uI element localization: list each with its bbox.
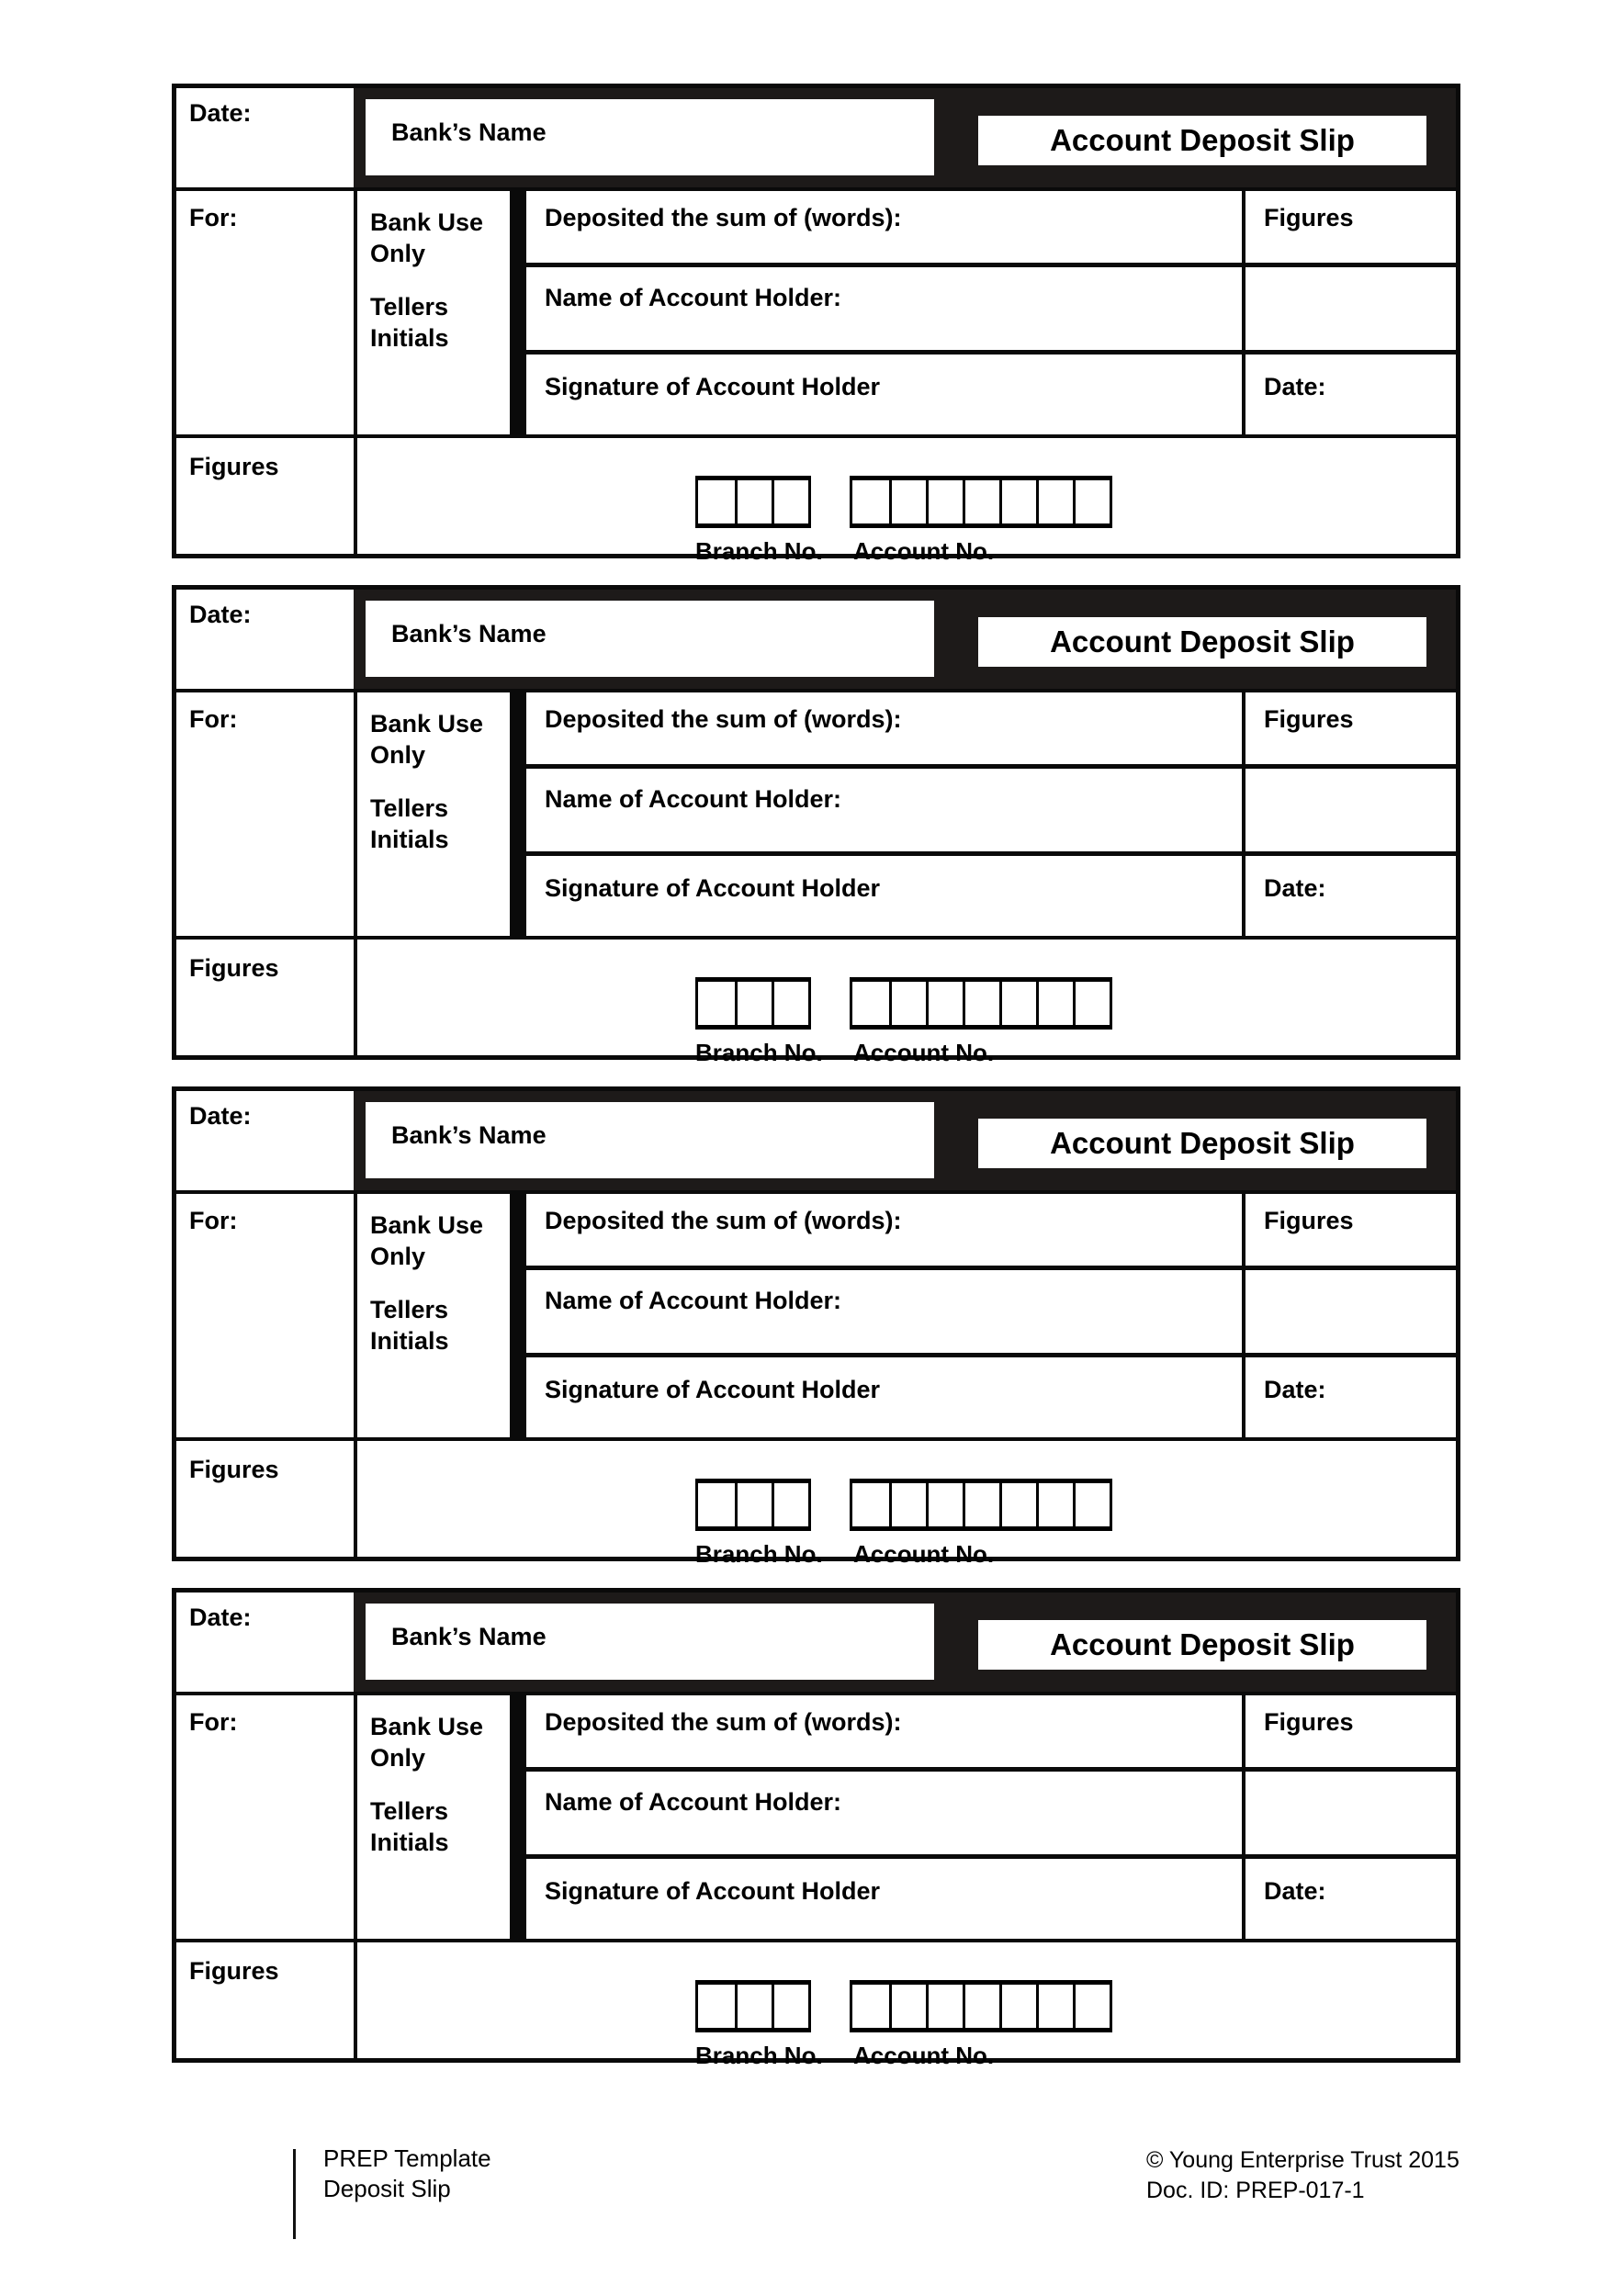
for-cell bbox=[176, 1194, 354, 1437]
for-label: For: bbox=[189, 1708, 238, 1736]
figures-row-main-cell bbox=[357, 1441, 1456, 1568]
tellers-line: Initials bbox=[370, 324, 449, 352]
signature-label: Signature of Account Holder bbox=[545, 373, 881, 400]
tellers-line: Tellers bbox=[370, 293, 449, 321]
tellers-initials-label bbox=[370, 1294, 510, 1356]
row-divider bbox=[526, 764, 1456, 769]
account-no-boxes-cell bbox=[889, 1483, 926, 1526]
form-title: Account Deposit Slip bbox=[1050, 1126, 1355, 1160]
date-label: Date: bbox=[189, 1102, 252, 1130]
tellers-line: Initials bbox=[370, 826, 449, 853]
account-no-boxes-cell bbox=[926, 982, 963, 1025]
account-no-boxes-cell bbox=[852, 480, 889, 523]
bank-use-only-label bbox=[370, 1711, 510, 1773]
account-no-boxes bbox=[850, 476, 1112, 528]
account-no-boxes-cell bbox=[926, 1985, 963, 2028]
thick-divider-bar bbox=[510, 1695, 526, 1939]
figures-header-cell bbox=[1245, 1194, 1456, 1266]
signature-date-label: Date: bbox=[1264, 874, 1326, 902]
form-title: Account Deposit Slip bbox=[1050, 625, 1355, 658]
deposited-sum-cell bbox=[526, 191, 1242, 263]
for-cell bbox=[176, 191, 354, 434]
account-no-boxes-cell bbox=[999, 480, 1036, 523]
thick-divider-bar bbox=[510, 191, 526, 434]
tellers-initials-label bbox=[370, 1795, 510, 1858]
bank-use-line: Only bbox=[370, 1744, 426, 1772]
branch-no-boxes-cell bbox=[698, 1483, 735, 1526]
for-cell bbox=[176, 1695, 354, 1939]
signature-label: Signature of Account Holder bbox=[545, 1877, 881, 1905]
account-no-boxes-cell bbox=[1073, 1985, 1110, 2028]
account-holder-name-label: Name of Account Holder: bbox=[545, 1287, 842, 1314]
figures-row-label: Figures bbox=[189, 1957, 279, 1985]
branch-no-boxes bbox=[695, 1980, 811, 2032]
account-no-boxes-cell bbox=[963, 982, 999, 1025]
figures-header-label: Figures bbox=[1264, 1207, 1354, 1234]
account-no-boxes-cell bbox=[999, 982, 1036, 1025]
bank-name-label: Bank’s Name bbox=[391, 118, 547, 146]
branch-no-boxes-cell bbox=[698, 982, 735, 1025]
deposited-sum-cell bbox=[526, 692, 1242, 764]
bank-use-only-label bbox=[370, 1210, 510, 1272]
bank-use-only-cell bbox=[357, 1695, 510, 1939]
form-title-box bbox=[978, 617, 1426, 667]
figures-row-label: Figures bbox=[189, 1456, 279, 1483]
form-title: Account Deposit Slip bbox=[1050, 123, 1355, 157]
account-no-boxes-cell bbox=[1073, 982, 1110, 1025]
footer-vertical-rule bbox=[293, 2149, 296, 2239]
figures-header-cell bbox=[1245, 1695, 1456, 1767]
figures-header-label: Figures bbox=[1264, 705, 1354, 733]
row-divider bbox=[526, 350, 1456, 355]
branch-no-boxes-cell bbox=[735, 982, 772, 1025]
signature-cell bbox=[526, 1859, 1242, 1939]
account-no-boxes-cell bbox=[889, 480, 926, 523]
date-label: Date: bbox=[189, 601, 252, 628]
figures-row-label: Figures bbox=[189, 453, 279, 480]
tellers-line: Tellers bbox=[370, 1296, 449, 1323]
account-holder-name-label: Name of Account Holder: bbox=[545, 1788, 842, 1816]
figures-header-label: Figures bbox=[1264, 204, 1354, 231]
for-cell bbox=[176, 692, 354, 936]
figures-row-label: Figures bbox=[189, 954, 279, 982]
for-label: For: bbox=[189, 705, 238, 733]
bank-name-box bbox=[366, 1102, 934, 1178]
thick-divider-bar bbox=[510, 692, 526, 936]
signature-label: Signature of Account Holder bbox=[545, 874, 881, 902]
deposited-sum-cell bbox=[526, 1194, 1242, 1266]
row-divider bbox=[526, 1767, 1456, 1772]
deposited-sum-label: Deposited the sum of (words): bbox=[545, 204, 902, 231]
bank-use-line: Bank Use bbox=[370, 1211, 484, 1239]
account-no-boxes-cell bbox=[1036, 1985, 1073, 2028]
row-divider bbox=[526, 1353, 1456, 1357]
row-divider bbox=[526, 1854, 1456, 1859]
bank-name-box bbox=[366, 99, 934, 175]
signature-date-label: Date: bbox=[1264, 1376, 1326, 1403]
account-no-boxes-cell bbox=[926, 1483, 963, 1526]
signature-cell bbox=[526, 355, 1242, 434]
bank-use-line: Bank Use bbox=[370, 1713, 484, 1740]
bank-use-only-label bbox=[370, 708, 510, 771]
account-no-boxes-cell bbox=[852, 1483, 889, 1526]
deposit-slip-form bbox=[172, 84, 1460, 565]
bank-use-only-cell bbox=[357, 692, 510, 936]
branch-no-label: Branch No. bbox=[695, 1039, 823, 1066]
bank-use-line: Only bbox=[370, 741, 426, 769]
for-label: For: bbox=[189, 204, 238, 231]
date-cell bbox=[176, 590, 354, 689]
row-divider bbox=[526, 1266, 1456, 1270]
row-divider bbox=[526, 851, 1456, 856]
bank-name-label: Bank’s Name bbox=[391, 1121, 547, 1149]
branch-no-boxes-cell bbox=[772, 480, 808, 523]
signature-date-cell bbox=[1245, 856, 1456, 936]
account-no-boxes-cell bbox=[999, 1985, 1036, 2028]
account-no-boxes bbox=[850, 1479, 1112, 1531]
account-holder-name-cell bbox=[526, 769, 1242, 851]
deposit-slip-form bbox=[172, 585, 1460, 1066]
bank-name-box bbox=[366, 601, 934, 677]
bank-use-only-label bbox=[370, 207, 510, 269]
branch-no-boxes-cell bbox=[772, 982, 808, 1025]
row-divider bbox=[526, 263, 1456, 267]
footer-doc-id: Doc. ID: PREP-017-1 bbox=[1146, 2178, 1365, 2203]
account-no-boxes bbox=[850, 977, 1112, 1030]
tellers-line: Tellers bbox=[370, 794, 449, 822]
branch-no-boxes-cell bbox=[772, 1483, 808, 1526]
tellers-line: Initials bbox=[370, 1829, 449, 1856]
bank-use-line: Only bbox=[370, 1243, 426, 1270]
branch-no-label: Branch No. bbox=[695, 1540, 823, 1568]
account-no-boxes bbox=[850, 1980, 1112, 2032]
deposit-slip-form bbox=[172, 1588, 1460, 2069]
date-cell bbox=[176, 1091, 354, 1190]
date-cell bbox=[176, 1593, 354, 1692]
figures-row-label-cell bbox=[176, 1441, 354, 1557]
account-no-boxes-cell bbox=[1036, 1483, 1073, 1526]
account-holder-name-label: Name of Account Holder: bbox=[545, 785, 842, 813]
account-no-boxes-cell bbox=[1073, 1483, 1110, 1526]
deposit-slip-form bbox=[172, 1086, 1460, 1568]
signature-label: Signature of Account Holder bbox=[545, 1376, 881, 1403]
tellers-line: Initials bbox=[370, 1327, 449, 1355]
account-holder-name-cell bbox=[526, 267, 1242, 350]
branch-no-boxes-cell bbox=[698, 480, 735, 523]
deposited-sum-label: Deposited the sum of (words): bbox=[545, 705, 902, 733]
account-no-boxes-cell bbox=[889, 982, 926, 1025]
figures-row-label-cell bbox=[176, 940, 354, 1055]
branch-no-label: Branch No. bbox=[695, 2042, 823, 2069]
branch-no-boxes bbox=[695, 977, 811, 1030]
branch-no-boxes-cell bbox=[735, 1483, 772, 1526]
account-no-boxes-cell bbox=[852, 982, 889, 1025]
form-title-box bbox=[978, 1620, 1426, 1670]
tellers-line: Tellers bbox=[370, 1797, 449, 1825]
account-no-boxes-cell bbox=[1036, 480, 1073, 523]
account-holder-name-cell bbox=[526, 1270, 1242, 1353]
bank-name-label: Bank’s Name bbox=[391, 1623, 547, 1650]
signature-cell bbox=[526, 1357, 1242, 1437]
account-no-boxes-cell bbox=[1036, 982, 1073, 1025]
bank-use-line: Only bbox=[370, 240, 426, 267]
signature-cell bbox=[526, 856, 1242, 936]
figures-row-label-cell bbox=[176, 438, 354, 554]
form-title: Account Deposit Slip bbox=[1050, 1627, 1355, 1661]
date-label: Date: bbox=[189, 99, 252, 127]
branch-no-boxes-cell bbox=[735, 480, 772, 523]
deposited-sum-cell bbox=[526, 1695, 1242, 1767]
account-holder-name-cell bbox=[526, 1772, 1242, 1854]
account-holder-name-label: Name of Account Holder: bbox=[545, 284, 842, 311]
figures-row-main-cell bbox=[357, 438, 1456, 565]
figures-row-label-cell bbox=[176, 1942, 354, 2058]
branch-no-label: Branch No. bbox=[695, 537, 823, 565]
bank-name-label: Bank’s Name bbox=[391, 620, 547, 647]
signature-date-cell bbox=[1245, 355, 1456, 434]
form-title-box bbox=[978, 1119, 1426, 1168]
footer-template-name: PREP Template bbox=[323, 2144, 491, 2172]
figures-header-label: Figures bbox=[1264, 1708, 1354, 1736]
footer-left bbox=[323, 2144, 491, 2204]
branch-no-boxes-cell bbox=[698, 1985, 735, 2028]
footer-copyright: © Young Enterprise Trust 2015 bbox=[1146, 2147, 1460, 2173]
bank-use-line: Bank Use bbox=[370, 710, 484, 737]
account-no-boxes-cell bbox=[963, 480, 999, 523]
signature-date-label: Date: bbox=[1264, 373, 1326, 400]
figures-header-cell bbox=[1245, 692, 1456, 764]
thick-divider-bar bbox=[510, 1194, 526, 1437]
branch-no-boxes bbox=[695, 476, 811, 528]
signature-date-cell bbox=[1245, 1357, 1456, 1437]
account-no-boxes-cell bbox=[963, 1985, 999, 2028]
branch-no-boxes bbox=[695, 1479, 811, 1531]
form-title-box bbox=[978, 116, 1426, 165]
figures-row-main-cell bbox=[357, 1942, 1456, 2069]
account-no-label: Account No. bbox=[853, 2042, 995, 2069]
account-no-label: Account No. bbox=[853, 1039, 995, 1066]
account-no-boxes-cell bbox=[889, 1985, 926, 2028]
tellers-initials-label bbox=[370, 291, 510, 354]
deposited-sum-label: Deposited the sum of (words): bbox=[545, 1708, 902, 1736]
figures-header-cell bbox=[1245, 191, 1456, 263]
bank-use-line: Bank Use bbox=[370, 208, 484, 236]
account-no-boxes-cell bbox=[852, 1985, 889, 2028]
figures-row-main-cell bbox=[357, 940, 1456, 1066]
date-cell bbox=[176, 88, 354, 187]
deposited-sum-label: Deposited the sum of (words): bbox=[545, 1207, 902, 1234]
account-no-boxes-cell bbox=[926, 480, 963, 523]
signature-date-cell bbox=[1245, 1859, 1456, 1939]
branch-no-boxes-cell bbox=[735, 1985, 772, 2028]
bank-name-box bbox=[366, 1604, 934, 1680]
account-no-label: Account No. bbox=[853, 537, 995, 565]
bank-use-only-cell bbox=[357, 1194, 510, 1437]
date-label: Date: bbox=[189, 1604, 252, 1631]
tellers-initials-label bbox=[370, 793, 510, 855]
account-no-label: Account No. bbox=[853, 1540, 995, 1568]
account-no-boxes-cell bbox=[1073, 480, 1110, 523]
bank-use-only-cell bbox=[357, 191, 510, 434]
account-no-boxes-cell bbox=[963, 1483, 999, 1526]
footer-right bbox=[1146, 2145, 1460, 2206]
account-no-boxes-cell bbox=[999, 1483, 1036, 1526]
branch-no-boxes-cell bbox=[772, 1985, 808, 2028]
footer-doc-title: Deposit Slip bbox=[323, 2175, 451, 2202]
signature-date-label: Date: bbox=[1264, 1877, 1326, 1905]
for-label: For: bbox=[189, 1207, 238, 1234]
